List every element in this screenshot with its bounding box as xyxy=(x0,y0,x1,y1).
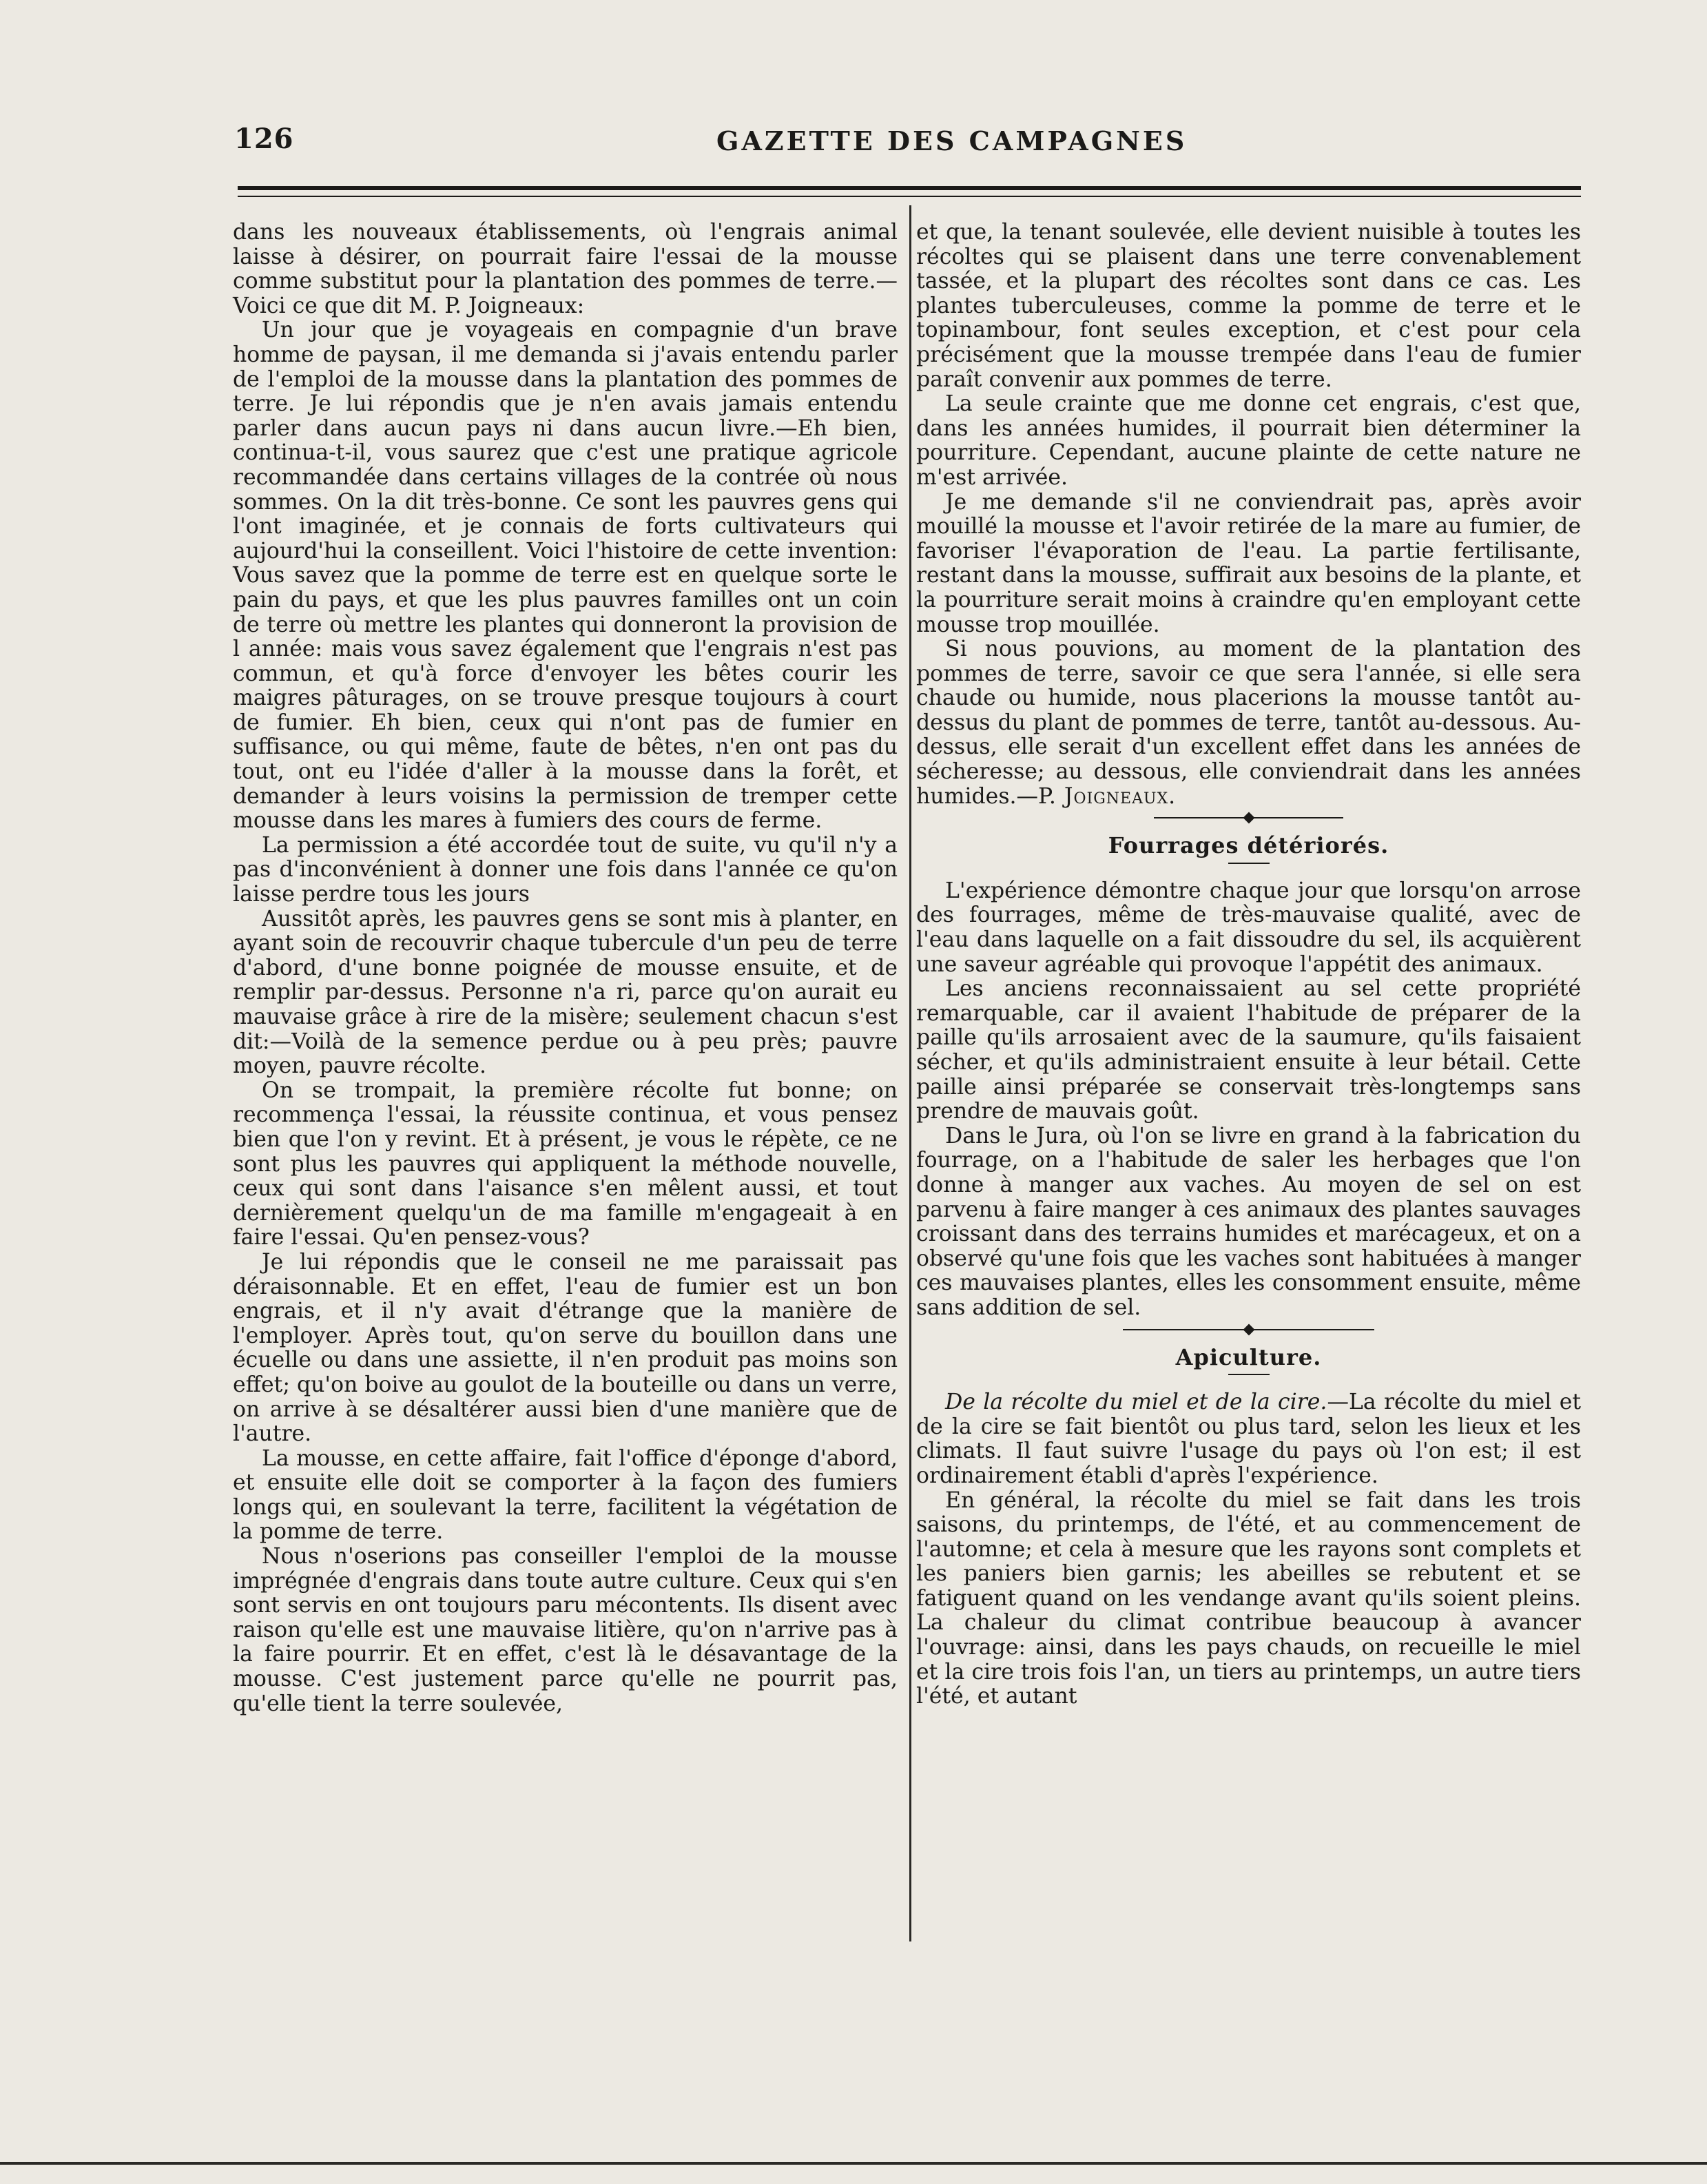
left-column xyxy=(233,220,898,1716)
title-dash xyxy=(1228,1374,1270,1375)
paragraph-with-signature xyxy=(916,637,1581,809)
paragraph: Je lui répondis que le conseil ne me paraissait pas déraisonnable. Et en effet, l'eau de fumier est un bon engrais, et il n'y avait d'étrange que la manière de l'employer. Après tout, qu'on serve du bouillon dans une écuelle ou dans une assiette, il n'en produit pas moins son effet; qu'on boive au goulot de la bouteille ou dans un verre, on arrive à se désaltérer aussi bien d'une manière que de l'autre. xyxy=(233,1249,898,1447)
section-title-apiculture: Apiculture. xyxy=(1175,1343,1322,1370)
header-rule-thick xyxy=(238,186,1581,190)
section-ornament xyxy=(916,813,1581,823)
paragraph: En général, la récolte du miel se fait dans les trois saisons, du printemps, de l'été, et au commencement de l'automne; et cela à mesure que les rayons sont complets et les paniers bien garnis; les abeilles se rebutent et se fatiguent quand on les vendange avant qu'ils soient pleins. La chaleur du climat contribue beaucoup à avancer l'ouvrage: ainsi, dans les pays chauds, on recueille le miel et la cire trois fois l'an, un tiers au printemps, un autre tiers l'été, et autant xyxy=(916,1487,1581,1709)
paragraph: Les anciens reconnaissaient au sel cette propriété remarquable, car il avaient l'habitude de préparer de la paille qu'ils arrosaient avec de la saumure, qu'ils faisaient sécher, et qu'ils administraient ensuite à leur bétail. Cette paille ainsi préparée se conservait très-longtemps sans prendre de mauvais goût. xyxy=(916,976,1581,1124)
paragraph: et que, la tenant soulevée, elle devient nuisible à toutes les récoltes qui se plaisent dans une terre convenablement tassée, et la plupart des récoltes sont dans ce cas. Les plantes tuberculeuses, comme la pomme de terre et le topinambour, font seules exception, et c'est pour cela précisément que la mousse trempée dans l'eau de fumier paraît convenir aux pommes de terre. xyxy=(916,220,1581,392)
paragraph: La seule crainte que me donne cet engrais, c'est que, dans les années humides, il pourrait bien déterminer la pourriture. Cependant, aucune plainte de cette nature ne m'est arrivée. xyxy=(916,391,1581,490)
title-dash xyxy=(1228,863,1270,864)
paragraph: Je me demande s'il ne conviendrait pas, après avoir mouillé la mousse et l'avoir retirée de la mare au fumier, de favoriser l'évaporation de l'eau. La partie fertilisante, restant dans la mousse, suffirait aux besoins de la plante, et la pourriture serait moins à craindre qu'en employant cette mousse trop mouillée. xyxy=(916,489,1581,637)
section-title-fourrages: Fourrages détériorés. xyxy=(1108,832,1389,859)
paragraph: L'expérience démontre chaque jour que lorsqu'on arrose des fourrages, même de très-mauvaise qualité, avec de l'eau dans laquelle on a fait dissoudre du sel, ils acquièrent une saveur agréable qui provoque l'appétit des animaux. xyxy=(916,878,1581,977)
bottom-page-edge xyxy=(0,2162,1707,2165)
paragraph-text: Si nous pouvions, au moment de la plantation des pommes de terre, savoir ce que sera l'année, si elle sera chaude ou humide, nous placerions la mousse tantôt au-dessus du plant de pommes de terre, tantôt au-dessous. Au-dessus, elle serait d'un excellent effet dans les années de sécheresse; au dessous, elle conviendrait dans les années humides.— xyxy=(916,637,1581,809)
paragraph: La mousse, en cette affaire, fait l'office d'éponge d'abord, et ensuite elle doit se comporter à la façon des fumiers longs qui, en soulevant la terre, facilitent la végétation de la pomme de terre. xyxy=(233,1445,898,1545)
paragraph: Aussitôt après, les pauvres gens se sont mis à planter, en ayant soin de recouvrir chaque tubercule d'un peu de terre d'abord, d'une bonne poignée de mousse ensuite, et de remplir par-dessus. Personne n'a ri, parce qu'on aurait eu mauvaise grâce à rire de la misère; seulement chacun s'est dit:—Voilà de la semence perdue ou à peu près; pauvre moyen, pauvre récolte. xyxy=(233,906,898,1079)
column-divider xyxy=(909,205,911,1941)
journal-title: GAZETTE DES CAMPAGNES xyxy=(716,125,1188,156)
paragraph: Dans le Jura, où l'on se livre en grand à la fabrication du fourrage, on a l'habitude de saler les herbages que l'on donne à manger aux vaches. Au moyen de sel on est parvenu à faire manger à ces animaux des plantes sauvages croissant dans des terrains humides et marécageux, et on a observé qu'une fois que les vaches sont habituées à manger ces mauvaises plantes, elles les consomment ensuite, même sans addition de sel. xyxy=(916,1123,1581,1320)
section-ornament xyxy=(916,1325,1581,1335)
paragraph: Nous n'oserions pas conseiller l'emploi de la mousse imprégnée d'engrais dans toute autre culture. Ceux qui s'en sont servis en ont toujours paru mécontents. Ils disent avec raison qu'elle est une mauvaise litière, qu'on n'arrive pas à la faire pourrir. Et en effet, c'est là le désavantage de la mousse. C'est justement parce qu'elle ne pourrit pas, qu'elle tient la terre soulevée, xyxy=(233,1544,898,1716)
running-head xyxy=(234,123,1577,171)
header-rule-thin xyxy=(238,196,1581,197)
paragraph: La permission a été accordée tout de suite, vu qu'il n'y a pas d'inconvénient à donner une fois dans l'année ce qu'on laisse perdre tous les jours xyxy=(233,832,898,907)
author-signature: P. Joigneaux. xyxy=(1038,783,1177,809)
page-number: 126 xyxy=(234,123,294,155)
lead-text: —La récolte du miel et de la cire se fait bientôt ou plus tard, selon les lieux et les climats. Il faut suivre l'usage du pays où l'on est; il est ordinairement établi d'après l'expérience. xyxy=(916,1390,1581,1488)
paragraph: dans les nouveaux établissements, où l'engrais animal laisse à désirer, on pourrait faire l'essai de la mousse comme substitut pour la plantation des pommes de terre.—Voici ce que dit M. P. Joigneaux: xyxy=(233,220,898,318)
paragraph: On se trompait, la première récolte fut bonne; on recommença l'essai, la réussite continua, et vous pensez bien que l'on y revint. Et à présent, je vous le répète, ce ne sont plus les pauvres qui appliquent la méthode nouvelle, ceux qui sont dans l'aisance s'en mêlent aussi, et tout dernièrement quelqu'un de ma famille m'engageait à en faire l'essai. Qu'en pensez-vous? xyxy=(233,1078,898,1250)
paragraph: Un jour que je voyageais en compagnie d'un brave homme de paysan, il me demanda si j'avais entendu parler de l'emploi de la mousse dans la plantation des pommes de terre. Je lui répondis que je n'en avais jamais entendu parler dans aucun pays ni dans aucun livre.—Eh bien, continua-t-il, vous saurez que c'est une pratique agricole recommandée dans certains villages de la contrée où nous sommes. On la dit très-bonne. Ce sont les pauvres gens qui l'ont imaginée, et je connais de forts cultivateurs qui aujourd'hui la conseillent. Voici l'histoire de cette invention: Vous savez que la pomme de terre est en quelque sorte le pain du pays, et que les plus pauvres familles ont un coin de terre où mettre les plantes qui donneront la provision de l année: mais vous savez également que l'engrais n'est pas commun, et qu'à force d'envoyer les bêtes courir les maigres pâturages, on se trouve presque toujours à court de fumier. Eh bien, ceux qui n'ont pas de fumier en suffisance, ou qui même, faute de bêtes, n'en ont pas du tout, ont eu l'idée d'aller à la mousse dans la forêt, et demander à leurs voisins la permission de tremper cette mousse dans les mares à fumiers des cours de ferme. xyxy=(233,318,898,834)
paragraph-with-lead xyxy=(916,1390,1581,1488)
right-column xyxy=(916,220,1581,1709)
lead-italic: De la récolte du miel et de la cire. xyxy=(945,1390,1327,1415)
